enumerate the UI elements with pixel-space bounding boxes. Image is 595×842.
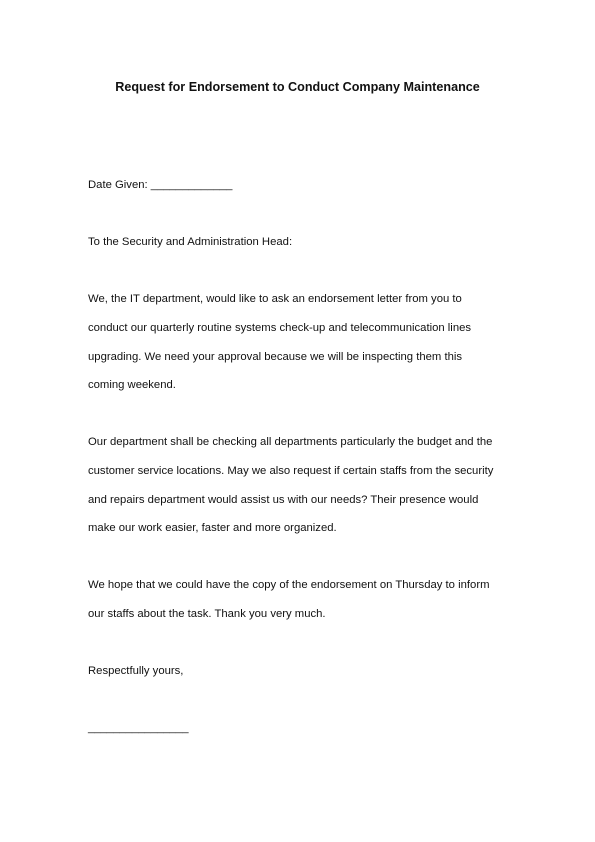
paragraph-line: and repairs department would assist us with our needs? Their presence would	[88, 493, 479, 506]
paragraph-details	[88, 428, 528, 542]
paragraph-line: upgrading. We need your approval because we will be inspecting them this	[88, 350, 463, 363]
paragraph-line: Our department shall be checking all departments particularly the budget and the	[88, 436, 493, 449]
paragraph-request	[88, 285, 528, 399]
paragraph-line: customer service locations. May we also request if certain staffs from the security	[88, 464, 494, 477]
signature-line: ________________	[88, 722, 189, 735]
paragraph-line: conduct our quarterly routine systems check-up and telecommunication lines	[88, 321, 472, 334]
letter-body	[88, 171, 528, 743]
paragraph-line: coming weekend.	[88, 379, 176, 392]
salutation: To the Security and Administration Head:	[88, 236, 293, 249]
paragraph-thanks	[88, 571, 528, 628]
paragraph-line: make our work easier, faster and more organized.	[88, 522, 337, 535]
paragraph-line: our staffs about the task. Thank you very much.	[88, 607, 326, 620]
date-given-line: Date Given: _____________	[88, 179, 233, 191]
paragraph-line: We hope that we could have the copy of the endorsement on Thursday to inform	[88, 579, 490, 592]
paragraph-line: We, the IT department, would like to ask an endorsement letter from you to	[88, 293, 462, 306]
closing: Respectfully yours,	[88, 665, 184, 678]
letter-title: Request for Endorsement to Conduct Company Maintenance	[115, 80, 480, 94]
